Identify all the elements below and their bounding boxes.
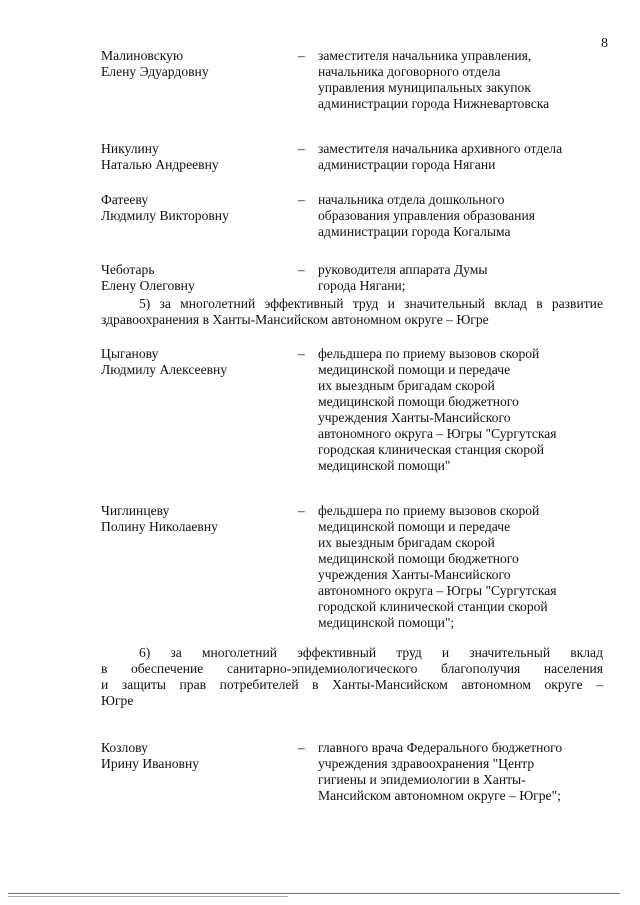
- page-bottom-divider: [8, 896, 288, 897]
- person-name: [101, 141, 271, 173]
- position-title: [318, 192, 608, 240]
- position-line: администрации города Нягани: [318, 157, 496, 172]
- surname: Козлову: [101, 740, 148, 755]
- dash: –: [298, 192, 305, 207]
- position-line: города Нягани;: [318, 278, 406, 293]
- section-paragraph: [101, 645, 603, 709]
- surname: Чиглинцеву: [101, 503, 170, 518]
- position-line: образования управления образования: [318, 208, 535, 223]
- dash: –: [298, 503, 305, 518]
- position-line: городская клиническая станция скорой: [318, 442, 545, 457]
- section-paragraph: [101, 296, 603, 328]
- position-title: [318, 503, 608, 631]
- position-line: заместителя начальника управления,: [318, 48, 532, 63]
- position-line: медицинской помощи";: [318, 615, 455, 630]
- paragraph-line: здравоохранения в Ханты-Мансийском автономном округе – Югре: [101, 312, 489, 327]
- surname: Малиновскую: [101, 48, 184, 63]
- person-name: [101, 346, 271, 378]
- surname: Цыганову: [101, 346, 159, 361]
- dash: –: [298, 740, 305, 755]
- position-line: учреждения Ханты-Мансийского: [318, 410, 511, 425]
- position-line: руководителя аппарата Думы: [318, 262, 488, 277]
- position-title: [318, 48, 608, 112]
- position-line: управления муниципальных закупок: [318, 80, 531, 95]
- position-line: начальника отдела дошкольного: [318, 192, 505, 207]
- position-line: учреждения здравоохранения "Центр: [318, 756, 535, 771]
- position-line: городской клинической станции скорой: [318, 599, 548, 614]
- given-names: Полину Николаевну: [101, 519, 218, 534]
- position-line: главного врача Федерального бюджетного: [318, 740, 563, 755]
- dash: –: [298, 346, 305, 361]
- surname: Чеботарь: [101, 262, 155, 277]
- position-line: медицинской помощи бюджетного: [318, 394, 519, 409]
- given-names: Людмилу Алексеевну: [101, 362, 228, 377]
- position-line: автономного округа – Югры "Сургутская: [318, 583, 557, 598]
- given-names: Елену Эдуардовну: [101, 64, 209, 79]
- position-line: Мансийском автономном округе – Югре";: [318, 788, 561, 803]
- dash: –: [298, 262, 305, 277]
- person-name: [101, 262, 271, 294]
- paragraph-line: в обеспечение санитарно-эпидемиологического благополучия населения: [101, 661, 603, 676]
- paragraph-line: и защиты прав потребителей в Ханты-Мансийском автономном округе –: [101, 677, 603, 692]
- given-names: Наталью Андреевну: [101, 157, 219, 172]
- surname: Фатееву: [101, 192, 149, 207]
- paragraph-line: Югре: [101, 693, 134, 708]
- position-line: фельдшера по приему вызовов скорой: [318, 503, 540, 518]
- given-names: Елену Олеговну: [101, 278, 195, 293]
- position-line: их выездным бригадам скорой: [318, 535, 495, 550]
- position-line: администрации города Нижневартовска: [318, 96, 550, 111]
- position-line: медицинской помощи бюджетного: [318, 551, 519, 566]
- given-names: Ирину Ивановну: [101, 756, 200, 771]
- position-line: заместителя начальника архивного отдела: [318, 141, 563, 156]
- position-title: [318, 141, 608, 173]
- given-names: Людмилу Викторовну: [101, 208, 229, 223]
- person-name: [101, 503, 271, 535]
- person-name: [101, 740, 271, 772]
- page-bottom-divider: [8, 893, 620, 894]
- surname: Никулину: [101, 141, 159, 156]
- position-title: [318, 262, 608, 294]
- position-line: медицинской помощи и передаче: [318, 362, 511, 377]
- position-line: их выездным бригадам скорой: [318, 378, 495, 393]
- position-line: фельдшера по приему вызовов скорой: [318, 346, 540, 361]
- paragraph-line: 5) за многолетний эффективный труд и значительный вклад в развитие: [139, 296, 603, 311]
- position-line: администрации города Когалыма: [318, 224, 511, 239]
- position-line: автономного округа – Югры "Сургутская: [318, 426, 557, 441]
- position-line: медицинской помощи": [318, 458, 451, 473]
- position-line: начальника договорного отдела: [318, 64, 501, 79]
- position-title: [318, 740, 608, 804]
- dash: –: [298, 48, 305, 63]
- position-line: медицинской помощи и передаче: [318, 519, 511, 534]
- dash: –: [298, 141, 305, 156]
- paragraph-line: 6) за многолетний эффективный труд и значительный вклад: [139, 645, 603, 660]
- person-name: [101, 192, 271, 224]
- person-name: [101, 48, 271, 80]
- position-line: гигиены и эпидемиологии в Ханты-: [318, 772, 526, 787]
- page-number: 8: [601, 36, 608, 51]
- position-line: учреждения Ханты-Мансийского: [318, 567, 511, 582]
- position-title: [318, 346, 608, 474]
